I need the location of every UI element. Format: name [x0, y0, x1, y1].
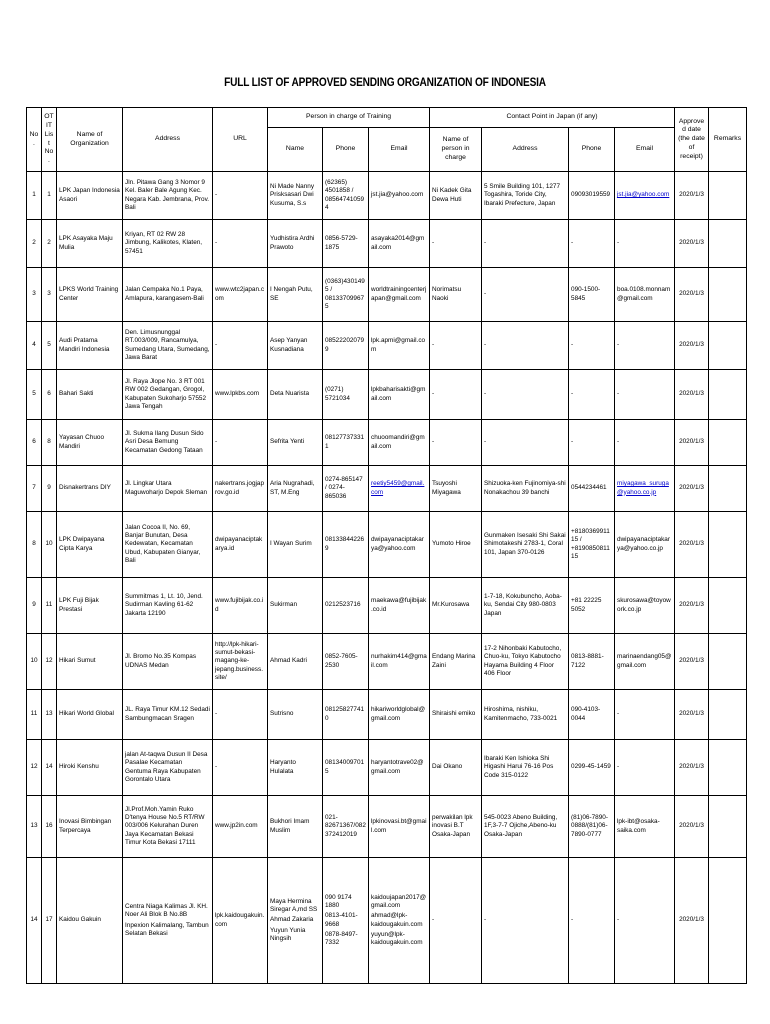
cell-jp-name: Tsuyoshi Miyagawa: [430, 466, 482, 512]
cell-email: lpk.apmi@gmail.com: [369, 322, 430, 370]
cell-jp-phone: 0544234461: [569, 466, 615, 512]
group-person-in-charge: Person in charge of Training: [268, 108, 430, 128]
cell-url: -: [213, 322, 268, 370]
cell-email: dwipayanaciptakarya@yahoo.com: [369, 512, 430, 578]
cell-line: 0813-4101-9668: [325, 912, 358, 928]
cell-phone: (0271) 5721034: [323, 370, 369, 420]
col-address: Address: [123, 108, 213, 172]
cell-jp-name: -: [430, 370, 482, 420]
cell-name: Sukirman: [268, 578, 323, 634]
cell-jp-email: [615, 466, 675, 512]
cell-org: LPK Fuji Bijak Prestasi: [57, 578, 123, 634]
cell-phone: [323, 858, 369, 984]
cell-url: -: [213, 172, 268, 220]
cell-otit: 17: [42, 858, 57, 984]
cell-approved: 2020/1/3: [675, 634, 709, 690]
table-row: [27, 268, 747, 322]
cell-line: yuyun@lpk-kaidougakuin.com: [371, 930, 423, 946]
cell-jp-phone: 0299-45-1459: [569, 740, 615, 796]
cell-line: 090 9174 1880: [325, 893, 352, 910]
cell-otit: 3: [42, 268, 57, 322]
cell-jp-phone: 090-1500-5845: [569, 268, 615, 322]
cell-otit: 2: [42, 220, 57, 268]
cell-name: Aria Nugrahadi, ST, M.Eng: [268, 466, 323, 512]
cell-email: worldtrainingcenterjapan@gmail.com: [369, 268, 430, 322]
cell-line: ahmad@lpk-kaidougakuin.com: [371, 912, 423, 928]
email-link[interactable]: miyagawa_suruga@yahoo.co.jp: [617, 480, 669, 496]
cell-jp-name: Shiraishi emiko: [430, 690, 482, 740]
cell-phone: 021-82671367/082372412019: [323, 796, 369, 858]
cell-jp-email: skurosawa@toyowork.co.jp: [615, 578, 675, 634]
cell-no: 14: [27, 858, 42, 984]
col-no: No.: [27, 108, 42, 172]
table-row: [27, 690, 747, 740]
cell-approved: 2020/1/3: [675, 268, 709, 322]
cell-address: Den. Limusnunggal RT.003/009, Rancamulya, Sumedang Utara, Sumedang, Jawa Barat: [123, 322, 213, 370]
table-row: [27, 172, 747, 220]
cell-approved: 2020/1/3: [675, 740, 709, 796]
cell-address: Summitmas 1, Lt. 10, Jend. Sudirman Kavling 61-62 Jakarta 12190: [123, 578, 213, 634]
cell-no: 11: [27, 690, 42, 740]
cell-name: Bukhori Imam Muslim: [268, 796, 323, 858]
cell-phone: (0363)4301495 / 081337099675: [323, 268, 369, 322]
cell-address: Jalan Cempaka No.1 Paya, Amlapura, karangasem-Bali: [123, 268, 213, 322]
cell-no: 8: [27, 512, 42, 578]
cell-url: lpk.kaidougakuin.com: [213, 858, 268, 984]
cell-no: 9: [27, 578, 42, 634]
table-row: [27, 796, 747, 858]
cell-approved: 2020/1/3: [675, 172, 709, 220]
cell-email: haryantotrave02@gmail.com: [369, 740, 430, 796]
cell-no: 13: [27, 796, 42, 858]
cell-phone: 081258277410: [323, 690, 369, 740]
cell-otit: 10: [42, 512, 57, 578]
cell-email: asayaka2014@gmail.com: [369, 220, 430, 268]
cell-jp-address: Shizuoka-ken Fujinomiya-shi Nonakachou 39 banchi: [482, 466, 569, 512]
cell-jp-email: -: [615, 370, 675, 420]
cell-jp-phone: -: [569, 370, 615, 420]
cell-no: 7: [27, 466, 42, 512]
cell-approved: 2020/1/3: [675, 858, 709, 984]
cell-email: nurhakim414@gmail.com: [369, 634, 430, 690]
table-row: [27, 220, 747, 268]
cell-line: Inpexion Kalimalang, Tambun Selatan Bekasi: [125, 921, 209, 937]
cell-jp-email: boa.0108.monnam@gmail.com: [615, 268, 675, 322]
cell-url: -: [213, 220, 268, 268]
cell-jp-address: -: [482, 322, 569, 370]
cell-address: Jl. Raya Jlope No. 3 RT 001 RW 002 Gedangan, Grogol, Kabupaten Sukoharjo 57552 Jawa Tengah: [123, 370, 213, 420]
cell-org: Audi Pratama Mandiri Indonesia: [57, 322, 123, 370]
cell-no: 5: [27, 370, 42, 420]
cell-email: lpkbaharisakti@gmail.com: [369, 370, 430, 420]
cell-address: Jln. Pitawa Gang 3 Nomor 9 Kel. Baler Bale Agung Kec. Negara Kab. Jembrana, Prov. Bali: [123, 172, 213, 220]
cell-phone: 081338442269: [323, 512, 369, 578]
cell-line: Maya Hermina Siregar A,md SS: [270, 898, 318, 914]
cell-url: -: [213, 690, 268, 740]
cell-otit: 9: [42, 466, 57, 512]
cell-address: Jl. Lingkar Utara Maguwoharjo Depok Sleman: [123, 466, 213, 512]
cell-name: Haryanto Hulalata: [268, 740, 323, 796]
cell-jp-address: -: [482, 420, 569, 466]
cell-approved: 2020/1/3: [675, 578, 709, 634]
cell-org: Inovasi Bimbingan Terpercaya: [57, 796, 123, 858]
cell-email: [369, 858, 430, 984]
cell-address: Jl.Prof.Moh.Yamin Ruko D'tenya House No.5 RT/RW 003/006 Kelurahan Duren Jaya Kecamatan Bekasi Timur Kota Bekasi 17111: [123, 796, 213, 858]
cell-jp-name: -: [430, 220, 482, 268]
cell-address: jalan At-taqwa Dusun II Desa Pasalae Kecamatan Gentuma Raya Kabupaten Gorontalo Utara: [123, 740, 213, 796]
cell-jp-address: 545-0023 Abeno Building, 1F,3-7-7 Ojiche,Abeno-ku Osaka-Japan: [482, 796, 569, 858]
cell-line: 0878-8497-7332: [325, 930, 358, 946]
cell-jp-email: -: [615, 220, 675, 268]
cell-url: -: [213, 740, 268, 796]
cell-name: Ni Made Nanny Prisksasari Dwi Kusuma, S.s: [268, 172, 323, 220]
cell-email: chuoomandiri@gmail.com: [369, 420, 430, 466]
cell-jp-name: Ni Kadek Gita Dewa Huti: [430, 172, 482, 220]
cell-approved: 2020/1/3: [675, 370, 709, 420]
cell-remarks: [709, 512, 747, 578]
col-jp-email: Email: [615, 128, 675, 172]
cell-email: lpkinovasi.bt@gmail.com: [369, 796, 430, 858]
cell-address: [123, 858, 213, 984]
cell-org: Bahari Sakti: [57, 370, 123, 420]
cell-org: Hiroki Kenshu: [57, 740, 123, 796]
page-title: FULL LIST OF APPROVED SENDING ORGANIZATION OF INDONESIA: [224, 77, 546, 89]
col-url: URL: [213, 108, 268, 172]
col-pic-email: Email: [369, 128, 430, 172]
cell-jp-phone: -: [569, 420, 615, 466]
cell-name: Yudhistira Ardhi Prawoto: [268, 220, 323, 268]
cell-address: JL. Raya Timur KM.12 Sedadi Sambungmacan Sragen: [123, 690, 213, 740]
cell-jp-name: Endang Marina Zaini: [430, 634, 482, 690]
cell-org: Hikari World Global: [57, 690, 123, 740]
cell-address: Kriyan, RT 02 RW 28 Jimbung, Kalikotes, Klaten, 57451: [123, 220, 213, 268]
cell-org: Disnakertrans DIY: [57, 466, 123, 512]
cell-jp-name: Yumoto Hiroe: [430, 512, 482, 578]
cell-phone: 0856-5729-1875: [323, 220, 369, 268]
cell-otit: 11: [42, 578, 57, 634]
cell-name: Sefrita Yenti: [268, 420, 323, 466]
cell-jp-address: -: [482, 220, 569, 268]
cell-no: 3: [27, 268, 42, 322]
cell-phone: 081340097015: [323, 740, 369, 796]
cell-url: dwipayanaciptakarya.id: [213, 512, 268, 578]
cell-remarks: [709, 634, 747, 690]
cell-jp-phone: +81 22225 5052: [569, 578, 615, 634]
cell-jp-phone: -: [569, 322, 615, 370]
table-row: [27, 578, 747, 634]
cell-approved: 2020/1/3: [675, 220, 709, 268]
cell-line: Ahmad Zakaria: [270, 916, 314, 924]
table-row: [27, 370, 747, 420]
cell-otit: 14: [42, 740, 57, 796]
cell-jp-address: -: [482, 858, 569, 984]
cell-phone: 0852-7605-2530: [323, 634, 369, 690]
cell-approved: 2020/1/3: [675, 420, 709, 466]
table-row: [27, 322, 747, 370]
cell-address: Jl. Sukma Ilang Dusun Sido Asri Desa Bemung Kecamatan Gedong Tataan: [123, 420, 213, 466]
cell-no: 10: [27, 634, 42, 690]
cell-jp-address: 1-7-18, Kokubuncho, Aoba-ku, Sendai City 980-0803 Japan: [482, 578, 569, 634]
cell-url: www.fujibijak.co.id: [213, 578, 268, 634]
cell-remarks: [709, 466, 747, 512]
cell-jp-name: perwakilan lpk inovasi B.T Osaka-Japan: [430, 796, 482, 858]
cell-jp-email: dwipayanaciptakarya@yahoo.co.jp: [615, 512, 675, 578]
cell-phone: 081277373311: [323, 420, 369, 466]
cell-remarks: [709, 322, 747, 370]
cell-email: hikariworldglobal@gmail.com: [369, 690, 430, 740]
cell-url: nakertrans.jogjaprov.go.id: [213, 466, 268, 512]
cell-remarks: [709, 578, 747, 634]
cell-jp-email: [615, 172, 675, 220]
cell-remarks: [709, 420, 747, 466]
cell-jp-address: Gunmaken Isesaki Shi Sakai Shimotakeshi 2783-1, Coral 101, Japan 370-0126: [482, 512, 569, 578]
cell-no: 12: [27, 740, 42, 796]
cell-name: Ahmad Kadri: [268, 634, 323, 690]
cell-email: jst.jia@yahoo.com: [369, 172, 430, 220]
cell-line: Yuyun Yunia Ningsih: [270, 926, 306, 942]
col-remarks: Remarks: [709, 108, 747, 172]
email-link[interactable]: jst.jia@yahoo.com: [617, 191, 670, 199]
cell-org: LPK Asayaka Maju Mulia: [57, 220, 123, 268]
cell-approved: 2020/1/3: [675, 796, 709, 858]
cell-remarks: [709, 796, 747, 858]
cell-org: LPK Dwipayana Cipta Karya: [57, 512, 123, 578]
col-pic-phone: Phone: [323, 128, 369, 172]
cell-address: Jalan Cocoa II, No. 69, Banjar Bunutan, Desa Kedewatan, Kecamatan Ubud, Kabupaten Gianyar, Bali: [123, 512, 213, 578]
cell-approved: 2020/1/3: [675, 512, 709, 578]
col-pic-name: Name: [268, 128, 323, 172]
cell-jp-name: -: [430, 322, 482, 370]
email-link[interactable]: reetiy5459@gmail.com: [371, 480, 425, 496]
cell-remarks: [709, 740, 747, 796]
cell-name: Asep Yanyan Kusnadiana: [268, 322, 323, 370]
cell-email: [369, 466, 430, 512]
cell-name: I Nengah Putu, SE: [268, 268, 323, 322]
cell-otit: 16: [42, 796, 57, 858]
cell-email: maekawa@fujibijak.co.id: [369, 578, 430, 634]
cell-otit: 12: [42, 634, 57, 690]
cell-otit: 6: [42, 370, 57, 420]
cell-jp-name: Mr.Kurosawa: [430, 578, 482, 634]
cell-jp-email: -: [615, 858, 675, 984]
cell-org: Yayasan Chuoo Mandiri: [57, 420, 123, 466]
cell-approved: 2020/1/3: [675, 466, 709, 512]
cell-url: www.wtc2japan.com: [213, 268, 268, 322]
cell-jp-address: Ibaraki Ken Ishioka Shi Higashi Harui 76-16 Pos Code 315-0122: [482, 740, 569, 796]
organization-table: [26, 107, 747, 984]
cell-otit: 1: [42, 172, 57, 220]
cell-remarks: [709, 858, 747, 984]
cell-phone: 085222020799: [323, 322, 369, 370]
cell-line: kaidoujapan2017@gmail.com: [371, 893, 427, 910]
cell-approved: 2020/1/3: [675, 322, 709, 370]
cell-jp-name: Norimatsu Naoki: [430, 268, 482, 322]
col-jp-address: Address: [482, 128, 569, 172]
cell-approved: 2020/1/3: [675, 690, 709, 740]
cell-url: -: [213, 420, 268, 466]
cell-jp-address: 5 Smile Building 101, 1277 Togashira, Toride City, Ibaraki Prefecture, Japan: [482, 172, 569, 220]
table-row: [27, 466, 747, 512]
cell-otit: 13: [42, 690, 57, 740]
cell-remarks: [709, 172, 747, 220]
cell-no: 4: [27, 322, 42, 370]
cell-name: Deta Nuarista: [268, 370, 323, 420]
cell-address: Jl. Bromo No.35 Kompas UDNAS Medan: [123, 634, 213, 690]
cell-remarks: [709, 268, 747, 322]
cell-jp-phone: 0813-8881-7122: [569, 634, 615, 690]
cell-jp-phone: +818036991115 / +819085081115: [569, 512, 615, 578]
cell-jp-name: -: [430, 420, 482, 466]
cell-jp-email: -: [615, 420, 675, 466]
cell-org: LPK Japan Indonesia Asaori: [57, 172, 123, 220]
cell-no: 2: [27, 220, 42, 268]
cell-line: Centra Niaga Kalimas Jl. KH. Noer Ali Blok B No.8B: [125, 903, 208, 919]
cell-jp-address: -: [482, 268, 569, 322]
col-otit: OTIT List No.: [42, 108, 57, 172]
cell-otit: 8: [42, 420, 57, 466]
cell-name: I Wayan Surim: [268, 512, 323, 578]
table-row: [27, 512, 747, 578]
cell-jp-name: -: [430, 858, 482, 984]
cell-jp-address: Hiroshima, nishiku, Kamitenmacho, 733-0021: [482, 690, 569, 740]
header-row-1: [27, 108, 747, 128]
cell-org: Kaidou Gakuin: [57, 858, 123, 984]
cell-name: [268, 858, 323, 984]
cell-jp-email: lpk-ibt@osaka-saika.com: [615, 796, 675, 858]
cell-remarks: [709, 220, 747, 268]
cell-name: Sutrisno: [268, 690, 323, 740]
col-jp-phone: Phone: [569, 128, 615, 172]
col-org: Name of Organization: [57, 108, 123, 172]
cell-jp-name: Dai Okano: [430, 740, 482, 796]
cell-jp-phone: 09093019559: [569, 172, 615, 220]
cell-remarks: [709, 690, 747, 740]
cell-otit: 5: [42, 322, 57, 370]
table-row: [27, 634, 747, 690]
cell-jp-email: -: [615, 740, 675, 796]
cell-phone: (62365) 4501858 / 085647410594: [323, 172, 369, 220]
cell-jp-phone: -: [569, 858, 615, 984]
group-contact-japan: Contact Point in Japan (if any): [430, 108, 675, 128]
cell-jp-address: 17-2 Nihonbaki Kabutocho, Chuo-ku, Tokyo Kabutocho Hayama Building 4 Floor 406 Floor: [482, 634, 569, 690]
cell-org: Hikari Sumut: [57, 634, 123, 690]
table-row: [27, 740, 747, 796]
cell-phone: 0274-865147 / 0274-865036: [323, 466, 369, 512]
cell-no: 6: [27, 420, 42, 466]
table-row: [27, 858, 747, 984]
cell-jp-email: -: [615, 322, 675, 370]
cell-jp-phone: -: [569, 220, 615, 268]
cell-jp-address: -: [482, 370, 569, 420]
cell-no: 1: [27, 172, 42, 220]
cell-jp-phone: (81)06-7890-0888/(81)06-7890-0777: [569, 796, 615, 858]
cell-jp-phone: 090-4103-0044: [569, 690, 615, 740]
cell-jp-email: marinaendang05@gmail.com: [615, 634, 675, 690]
table-row: [27, 420, 747, 466]
cell-jp-email: -: [615, 690, 675, 740]
cell-phone: 0212523716: [323, 578, 369, 634]
cell-url: www.lpkbs.com: [213, 370, 268, 420]
cell-url: www.jp2in.com: [213, 796, 268, 858]
cell-org: LPKS World Training Center: [57, 268, 123, 322]
cell-remarks: [709, 370, 747, 420]
cell-url: http://lpk-hikari-sumut-bekasi-magang-ke-jepang.business.site/: [213, 634, 268, 690]
col-jp-name: Name of person in charge: [430, 128, 482, 172]
col-approved: Approved date (the date of receipt): [675, 108, 709, 172]
